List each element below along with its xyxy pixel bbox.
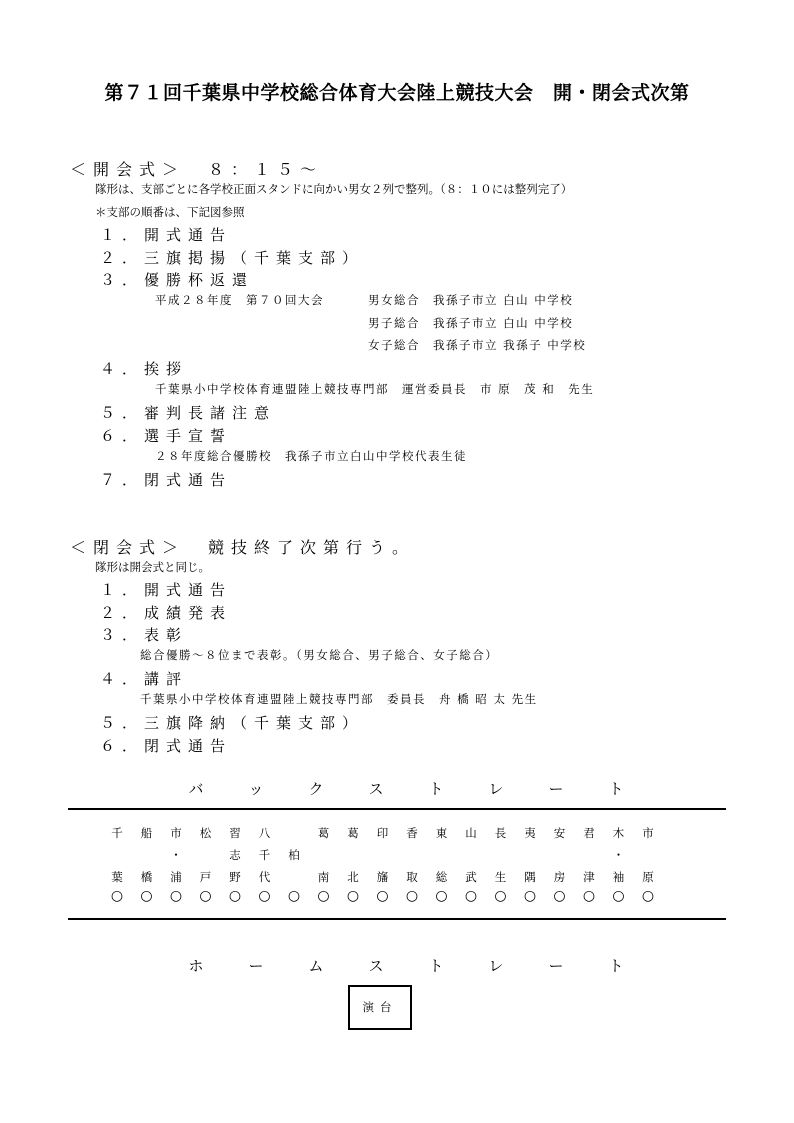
branch-name-char: 南 [317,870,330,884]
opening-item-2: ２．三旗掲揚（千葉支部） [100,249,365,267]
opening-formation-note: 隊形は、支部ごとに各学校正面スタンドに向かい男女２列で整列。（８：１０には整列完了） [95,182,573,196]
back_straight-char: バ [188,780,204,798]
home_straight-char: レ [488,957,504,975]
page-title: 第７１回千葉県中学校総合体育大会陸上競技大会 開・閉会式次第 [104,82,690,104]
branch-name-char: 戸 [199,870,212,884]
opening-order-note: ＊支部の順番は、下記図参照 [95,205,245,219]
opening-heading: ＜開会式＞ ８：１５〜 [70,160,324,179]
branch-name-char: 津 [583,870,595,884]
position-marker: ○ [641,888,655,904]
home_straight-char: ト [608,957,624,975]
branch-name-char: 橋 [140,870,153,884]
branch-name-char: 隅 [524,870,536,884]
trophy-year: 平成２８年度 第７０回大会 [155,293,324,307]
branch-name-char: 葉 [111,870,123,884]
position-marker: ○ [582,888,596,904]
home_straight-char: ー [248,957,264,975]
branch-name-char: 市 [642,826,654,840]
opening-item-7: ７．閉式通告 [100,471,233,489]
podium-box: 演台 [348,985,412,1030]
back_straight-char: ト [608,780,624,798]
branch-name-char: 千 [111,826,123,840]
branch-name-char: 葛 [317,826,330,840]
closing-item-2: ２．成績発表 [100,604,233,622]
position-marker: ○ [553,888,566,904]
closing-item-5: ５．三旗降納（千葉支部） [100,714,365,732]
branch-name-char: 生 [494,870,507,884]
trophy-row-2: 男子総合 我孫子市立 白山 中学校 [368,316,574,330]
branch-name-char: 代 [258,870,271,884]
branch-name-char: ・ [170,848,182,862]
branch-name-char: 野 [229,870,241,884]
branch-name-char: 安 [553,826,566,840]
branch-name-char: 武 [465,870,477,884]
branch-name-char: ・ [612,848,625,862]
branch-name-char: 取 [406,870,418,884]
closing-item-3: ３．表彰 [100,626,189,644]
position-marker: ○ [287,888,301,904]
closing-item-4: ４．講評 [100,670,189,688]
back_straight-char: レ [488,780,504,798]
back_straight-char: ッ [248,780,264,798]
position-marker: ○ [169,888,183,904]
branch-order-grid [0,825,794,925]
branch-name-char: 葛 [347,826,359,840]
closing-heading: ＜閉会式＞ 競技終了次第行う。 [70,538,416,557]
branch-name-char: 東 [435,826,448,840]
review-speaker: 千葉県小中学校体育連盟陸上競技専門部 委員長 舟 橋 昭 太 先生 [140,692,538,706]
track-line-top [68,808,726,810]
position-marker: ○ [494,888,507,904]
branch-name-char: 柏 [288,848,300,862]
branch-name-char: 浦 [170,870,182,884]
position-marker: ○ [140,888,153,904]
branch-name-char: 総 [435,870,448,884]
back_straight-char: ク [308,780,324,798]
branch-name-char: 船 [140,826,153,840]
position-marker: ○ [523,888,537,904]
branch-name-char: 香 [406,826,418,840]
branch-name-char: 旛 [376,870,389,884]
branch-name-char: 市 [170,826,182,840]
opening-item-6: ６．選手宣誓 [100,427,233,445]
position-marker: ○ [464,888,478,904]
home_straight-char: ホ [188,957,204,975]
closing-item-1: １．開式通告 [100,581,233,599]
branch-name-char: 房 [553,870,566,884]
home_straight-char: ム [308,957,324,975]
branch-name-char: 習 [229,826,241,840]
opening-item-3: ３．優勝杯返還 [100,271,255,289]
position-marker: ○ [376,888,389,904]
branch-name-char: 木 [612,826,625,840]
award-note: 総合優勝〜８位まで表彰。（男女総合、男子総合、女子総合） [140,648,499,662]
branch-name-char: 志 [229,848,241,862]
closing-item-6: ６．閉式通告 [100,737,233,755]
opening-item-4: ４．挨拶 [100,360,189,378]
opening-item-1: １．開式通告 [100,226,233,244]
branch-name-char: 長 [494,826,507,840]
branch-name-char: 松 [199,826,212,840]
branch-name-char: 北 [347,870,359,884]
branch-name-char: 印 [376,826,389,840]
position-marker: ○ [110,888,124,904]
home_straight-char: ト [428,957,444,975]
trophy-row-1: 男女総合 我孫子市立 白山 中学校 [368,293,574,307]
branch-name-char: 八 [258,826,271,840]
position-marker: ○ [612,888,625,904]
branch-name-char: 君 [583,826,595,840]
position-marker: ○ [258,888,271,904]
branch-name-char: 原 [642,870,654,884]
position-marker: ○ [346,888,360,904]
track-line-bottom [68,918,726,920]
branch-name-char: 夷 [524,826,536,840]
position-marker: ○ [228,888,242,904]
back_straight-char: ト [428,780,444,798]
back_straight-char: ー [548,780,564,798]
position-marker: ○ [435,888,448,904]
position-marker: ○ [317,888,330,904]
branch-name-char: 袖 [612,870,625,884]
position-marker: ○ [199,888,212,904]
back_straight-char: ス [368,780,384,798]
position-marker: ○ [405,888,419,904]
oath-representative: ２８年度総合優勝校 我孫子市立白山中学校代表生徒 [155,449,467,463]
closing-formation-note: 隊形は開会式と同じ。 [95,560,210,574]
home_straight-char: ー [548,957,564,975]
opening-item-5: ５．審判長諸注意 [100,404,277,422]
trophy-row-3: 女子総合 我孫子市立 我孫子 中学校 [368,338,587,352]
home_straight-char: ス [368,957,384,975]
greeting-speaker: 千葉県小中学校体育連盟陸上競技専門部 運営委員長 市 原 茂 和 先生 [155,382,595,396]
branch-name-char: 山 [465,826,477,840]
branch-name-char: 千 [258,848,271,862]
